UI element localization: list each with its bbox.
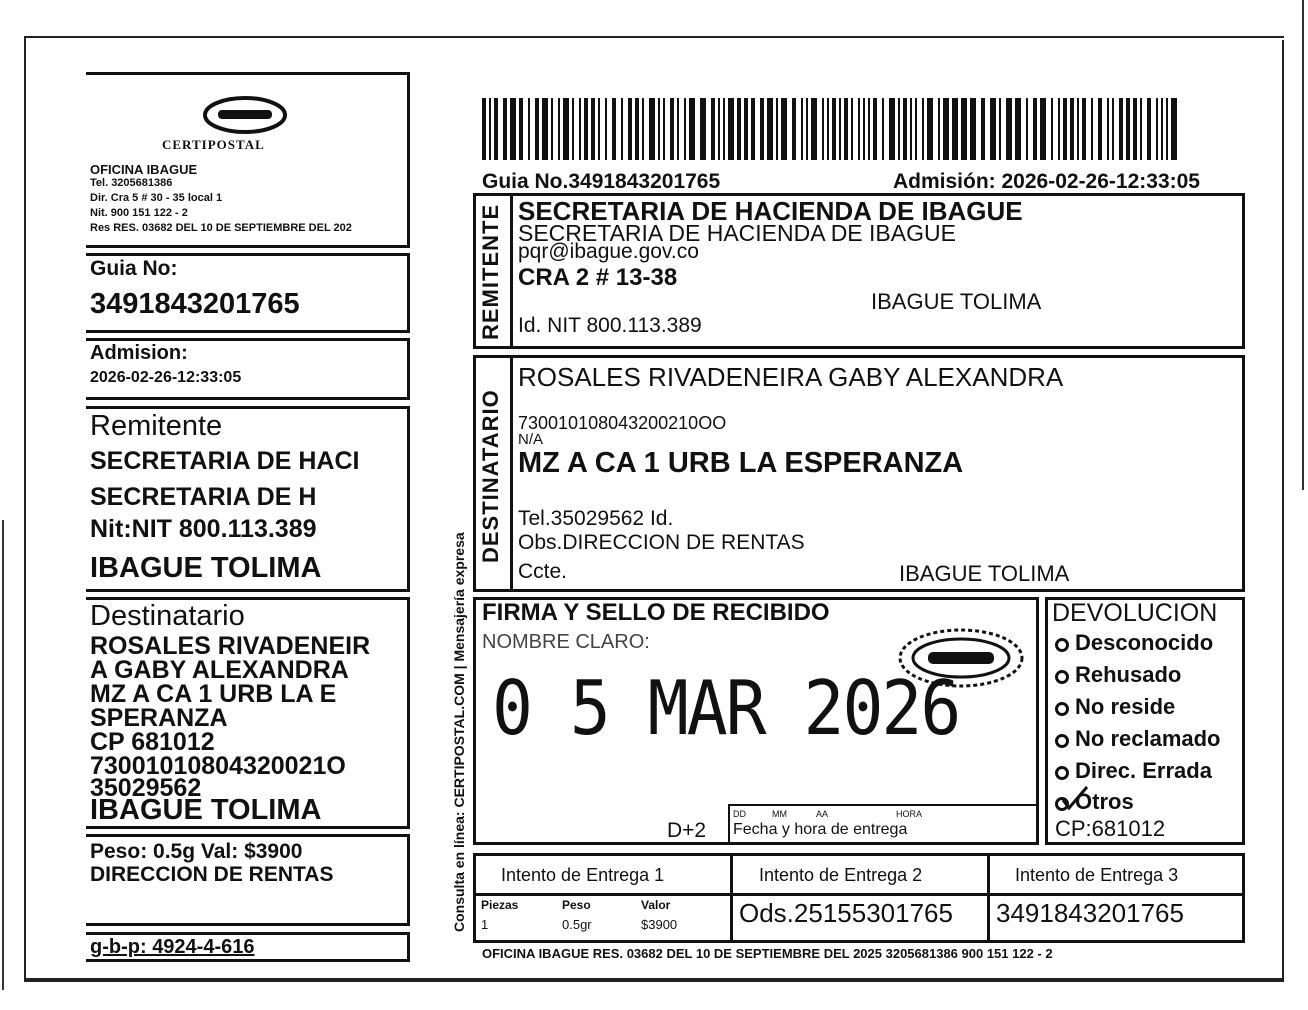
fecha-mm: MM [772,809,787,819]
barcode-bar [1112,98,1114,160]
destinatario-left-line3: MZ A CA 1 URB LA E [90,680,337,708]
barcode [480,98,1180,160]
barcode-bar [528,98,530,160]
gbp: g-b-p: 4924-4-616 [90,936,255,958]
barcode-bar [718,98,720,160]
barcode-bar [851,98,853,160]
right-edge-line [1302,0,1304,490]
header-guia: Guia No.3491843201765 [482,170,721,193]
option-label: Direc. Errada [1075,758,1212,783]
remitente-id: Id. NIT 800.113.389 [518,314,702,337]
ods-number: Ods.25155301765 [739,898,953,928]
barcode-bar [792,98,796,160]
obs-left: DIRECCION DE RENTAS [90,863,334,886]
remitente-side-label: REMITENTE [478,203,503,340]
barcode-bar [1171,98,1177,160]
barcode-bar [642,98,644,160]
remitente-left-line1: SECRETARIA DE HACI [90,447,360,475]
header-admision: Admisión: 2026-02-26-12:33:05 [893,170,1200,193]
barcode-bar [494,98,498,160]
barcode-bar [822,98,824,160]
intentos-vline-1 [730,853,733,943]
barcode-bar [670,98,674,160]
barcode-bar [489,98,491,160]
barcode-bar [551,98,553,160]
barcode-bar [510,98,516,160]
option-label: No reclamado [1075,726,1221,751]
destinatario-tel: Tel.35029562 Id. [518,507,674,530]
destinatario-side-label: DESTINATARIO [478,389,503,563]
barcode-bar [612,98,616,160]
option-label: No reside [1075,694,1176,719]
intentos-vline-2 [987,853,990,943]
radio-icon [1055,702,1069,716]
outer-border-bottom [24,978,1284,981]
barcode-bar [1107,98,1109,160]
barcode-bar [999,98,1001,160]
barcode-bar [827,98,829,160]
barcode-bar [1147,98,1151,160]
barcode-bar [700,98,706,160]
destinatario-city: IBAGUE TOLIMA [899,561,1070,586]
barcode-bar [767,98,773,160]
intento-1: Intento de Entrega 1 [501,865,665,885]
barcode-bar [1058,98,1060,160]
barcode-bar [801,98,803,160]
barcode-bar [1133,98,1137,160]
radio-icon [1055,638,1069,652]
firma-nombre: NOMBRE CLARO: [482,631,650,653]
devolucion-option-desconocido[interactable] [1055,632,1213,654]
remitente-left-nit: Nit:NIT 800.113.389 [90,515,317,543]
intento-2: Intento de Entrega 2 [759,865,923,885]
barcode-bar [737,98,741,160]
remitente-left-city: IBAGUE TOLIMA [90,552,322,584]
barcode-bar [558,98,560,160]
barcode-bar [927,98,933,160]
destinatario-left-line2: A GABY ALEXANDRA [90,656,349,684]
barcode-bar [563,98,569,160]
barcode-bar [1166,98,1168,160]
certipostal-logo [200,95,290,135]
barcode-bar [1140,98,1142,160]
fecha-dd: DD [733,809,746,819]
destinatario-divider [510,355,513,592]
piezas-v2: 0.5gr [562,917,592,932]
barcode-bar [903,98,907,160]
destinatario-obs: Obs.DIRECCION DE RENTAS [518,531,805,554]
destinatario-na: N/A [518,431,544,448]
barcode-bar [591,98,595,160]
barcode-bar [1119,98,1123,160]
destinatario-left-code: 73001010804320021O [90,752,346,780]
barcode-bar [598,98,600,160]
destinatario-name: ROSALES RIVADENEIRA GABY ALEXANDRA [518,362,1064,392]
barcode-bar [882,98,884,160]
barcode-bar [728,98,734,160]
fecha-hora: HORA [896,809,923,819]
guia-label: Guia No: [90,257,178,280]
piezas-h3: Valor [641,898,671,912]
firma-title: FIRMA Y SELLO DE RECIBIDO [482,599,830,626]
barcode-bar [658,98,660,160]
barcode-bar [1051,98,1053,160]
barcode-bar [781,98,787,160]
barcode-bar [482,98,486,160]
barcode-bar [677,98,679,160]
office-name: OFICINA IBAGUE [90,162,198,177]
devolucion-cp: CP:681012 [1055,816,1166,841]
intentos-hline [473,893,1245,896]
option-label: Desconocido [1075,630,1214,655]
barcode-bar [922,98,924,160]
vertical-note: Consulta en línea: CERTIPOSTAL.COM | Mensajería expresa [451,532,467,932]
remitente-left-label: Remitente [90,410,223,442]
barcode-bar [970,98,976,160]
remitente-divider [510,193,513,349]
devolucion-option-direc-errada[interactable] [1055,760,1212,782]
barcode-bar [1063,98,1067,160]
outer-border-right [1282,40,1284,980]
office-tel: Tel. 3205681386 [90,177,173,189]
barcode-bar [858,98,860,160]
option-label: Otros [1075,789,1134,814]
barcode-bar [751,98,755,160]
stamp-date: 0 5 MAR 2026 [492,666,960,753]
barcode-bar [744,98,748,160]
barcode-bar [1161,98,1163,160]
barcode-bar [1006,98,1012,160]
piezas-h2: Peso [562,898,591,912]
barcode-bar [519,98,523,160]
radio-icon [1055,670,1069,684]
option-label: Rehusado [1075,662,1182,687]
radio-icon [1055,734,1069,748]
destinatario-left-line1: ROSALES RIVADENEIR [90,632,371,660]
barcode-bar [1098,98,1102,160]
destinatario-ccte: Ccte. [518,560,568,583]
barcode-bar [584,98,588,160]
firma-d2: D+2 [667,819,707,842]
barcode-bar [938,98,940,160]
barcode-bar [776,98,778,160]
barcode-bar [1082,98,1086,160]
logo-text: CERTIPOSTAL [162,137,265,152]
barcode-bar [943,98,949,160]
barcode-bar [952,98,958,160]
piezas-v1: 1 [481,917,489,932]
barcode-bar [1070,98,1074,160]
remitente-name: SECRETARIA DE HACIENDA DE IBAGUE [518,196,1023,226]
office-dir: Dir. Cra 5 # 30 - 35 local 1 [90,192,223,204]
barcode-bar [910,98,912,160]
fecha-label: Fecha y hora de entrega [733,821,908,838]
barcode-bar [663,98,665,160]
radio-icon [1055,766,1069,780]
barcode-bar [535,98,539,160]
destinatario-left-label: Destinatario [90,600,245,632]
barcode-bar [844,98,848,160]
barcode-bar [1015,98,1021,160]
barcode-bar [723,98,725,160]
barcode-bar [990,98,996,160]
devolucion-title: DEVOLUCION [1052,599,1218,627]
barcode-bar [961,98,967,160]
destinatario-left-cp: CP 681012 [90,728,215,756]
guia-number: 3491843201765 [90,288,300,320]
admision-label: Admision: [90,342,188,364]
barcode-bar [628,98,632,160]
barcode-bar [898,98,900,160]
barcode-bar [503,98,507,160]
barcode-bar [689,98,695,160]
piezas-v3: $3900 [641,917,678,932]
barcode-bar [621,98,623,160]
devolucion-option-rehusado[interactable] [1055,664,1181,686]
destinatario-code: 730010108043200210OO [518,413,727,433]
barcode-bar [1156,98,1158,160]
barcode-bar [711,98,715,160]
office-res: Res RES. 03682 DEL 10 DE SEPTIEMBRE DEL 202 [90,222,352,234]
barcode-bar [1077,98,1079,160]
barcode-bar [839,98,841,160]
peso-val: Peso: 0.5g Val: $3900 [90,840,303,863]
guia-bottom: 3491843201765 [996,898,1184,928]
barcode-bar [1026,98,1028,160]
check-mark-icon [1060,784,1090,812]
barcode-bar [760,98,764,160]
barcode-bar [605,98,607,160]
devolucion-option-no-reside[interactable] [1055,696,1175,718]
barcode-bar [806,98,808,160]
barcode-bar [579,98,581,160]
destinatario-left-line4: SPERANZA [90,704,228,732]
barcode-bar [635,98,639,160]
destinatario-address: MZ A CA 1 URB LA ESPERANZA [518,447,964,479]
piezas-h1: Piezas [481,898,519,912]
barcode-bar [684,98,686,160]
barcode-bar [1091,98,1093,160]
office-nit: Nit. 900 151 122 - 2 [90,207,188,219]
remitente-city: IBAGUE TOLIMA [871,289,1042,314]
remitente-left-line2: SECRETARIA DE H [90,483,317,511]
remitente-address: CRA 2 # 13-38 [518,264,678,291]
left-edge-line [2,520,4,990]
barcode-bar [873,98,877,160]
devolucion-option-no-reclamado[interactable] [1055,728,1221,750]
barcode-bar [811,98,817,160]
barcode-bar [572,98,574,160]
barcode-bar [915,98,917,160]
barcode-bar [1040,98,1046,160]
remitente-email: pqr@ibague.gov.co [518,240,699,263]
destinatario-left-tel: 35029562 [90,774,202,802]
barcode-bar [981,98,985,160]
barcode-bar [649,98,655,160]
destinatario-left-city: IBAGUE TOLIMA [90,794,322,826]
intento-3: Intento de Entrega 3 [1015,865,1179,885]
barcode-bar [542,98,548,160]
barcode-bar [863,98,865,160]
footer-text: OFICINA IBAGUE RES. 03682 DEL 10 DE SEPTIEMBRE DEL 2025 3205681386 900 151 122 - 2 [482,946,1053,961]
barcode-bar [832,98,836,160]
barcode-bar [868,98,870,160]
fecha-aa: AA [816,809,829,819]
barcode-bar [889,98,895,160]
barcode-bar [1126,98,1130,160]
admision-value: 2026-02-26-12:33:05 [90,369,242,386]
barcode-bar [1033,98,1037,160]
remitente-name2: SECRETARIA DE HACIENDA DE IBAGUE [518,220,956,246]
